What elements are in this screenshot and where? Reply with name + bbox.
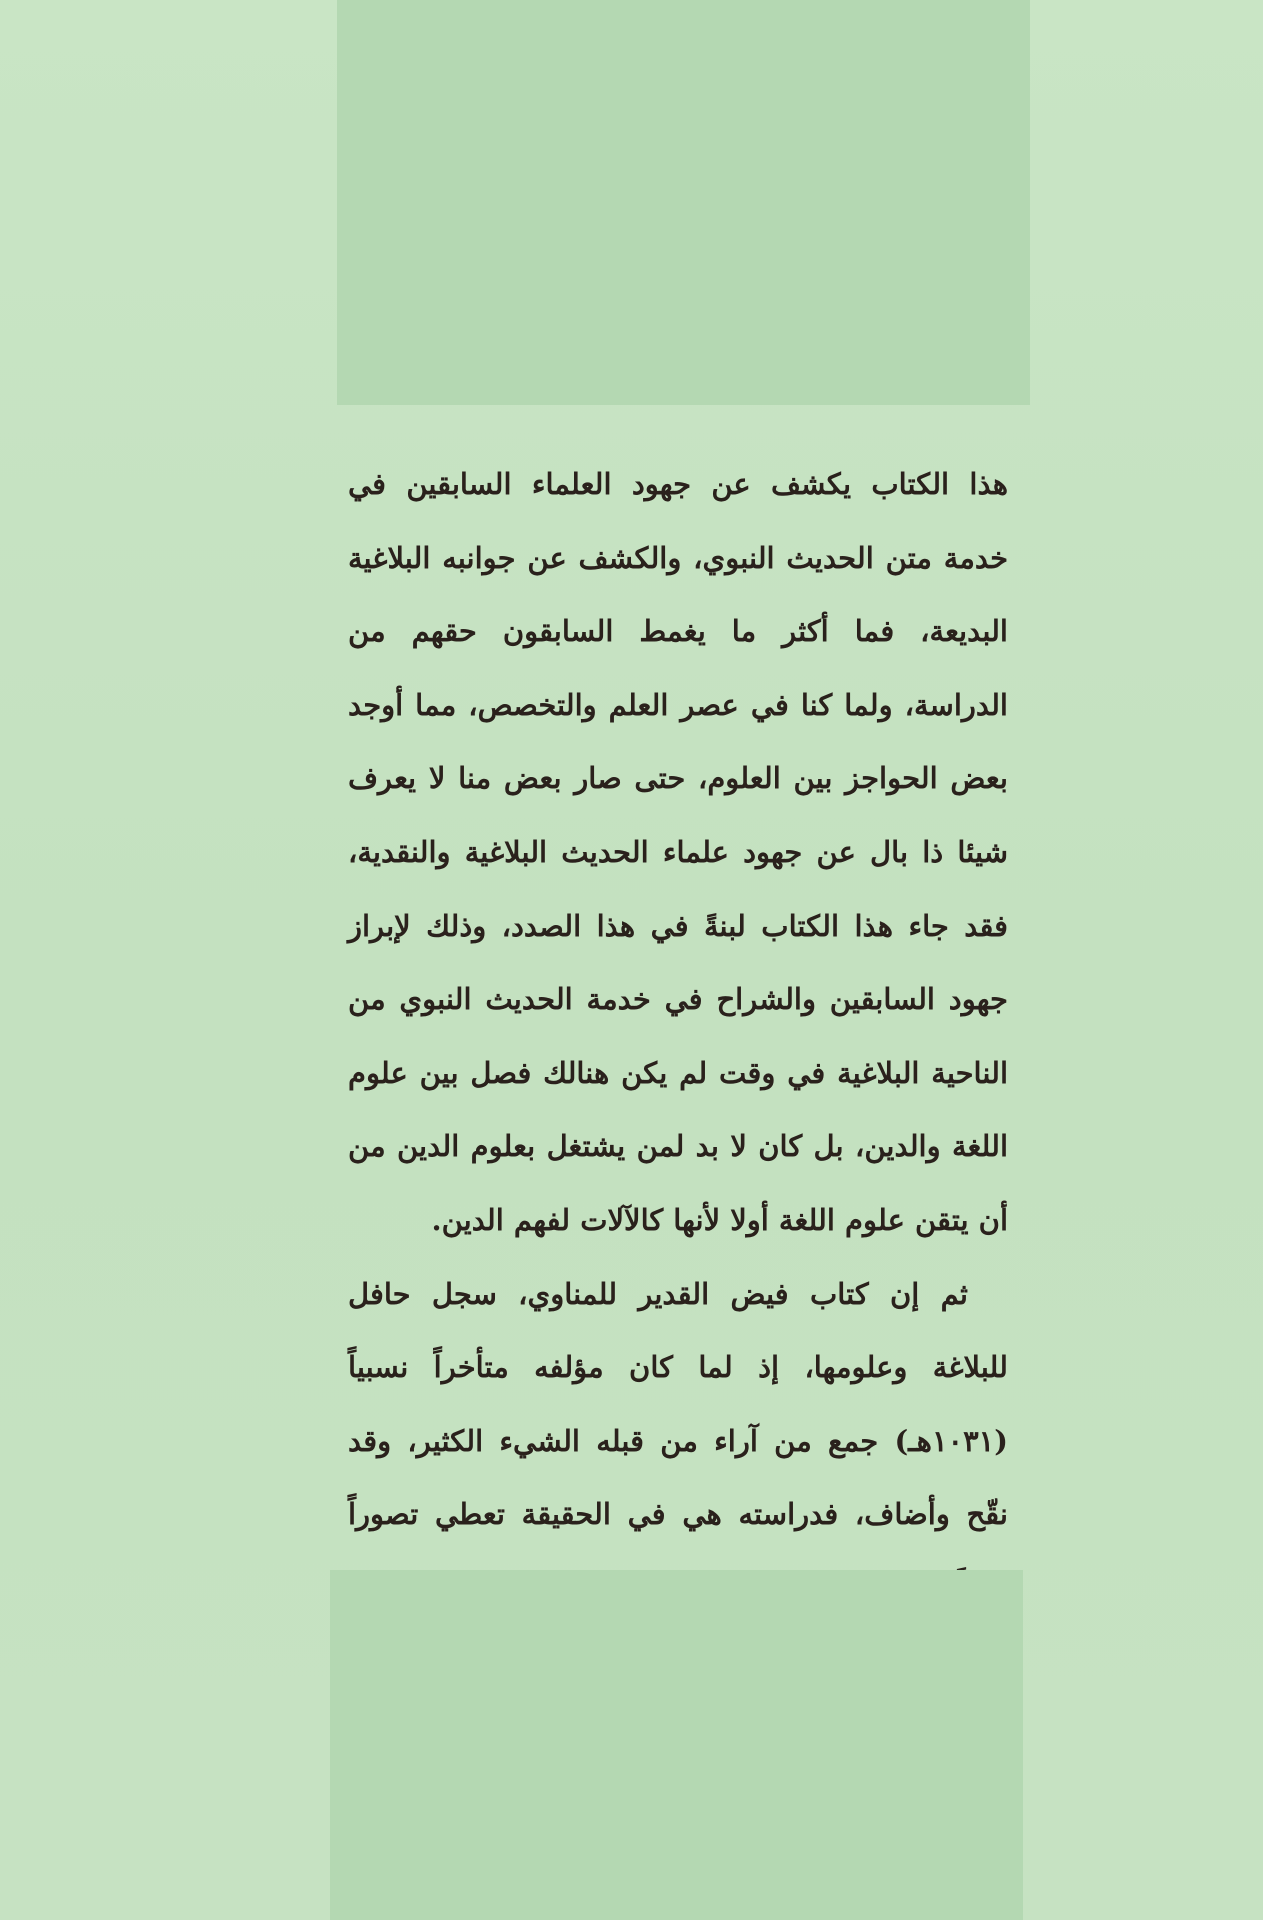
blurb-text [348, 448, 1008, 1699]
blurb-paragraph-2: ثم إن كتاب فيض القدير للمناوي، سجل حافل للبلاغة وعلومها، إذ لما كان مؤلفه متأخراً نسبياً (١٠٣١هـ) جمع من آراء من قبله الشيء الكثير، وقد نقّح وأضاف، فدراسته هي في الحقيقة تعطي تصوراً [348, 1276, 1008, 1532]
top-decorative-panel [337, 0, 1030, 405]
bottom-decorative-panel [330, 1570, 1023, 1920]
blurb-paragraph-1: هذا الكتاب يكشف عن جهود العلماء السابقين في خدمة متن الحديث النبوي، والكشف عن جوانبه البلاغية البديعة، فما أكثر ما يغمط السابقون حقهم من الدراسة، ولما كنا في عصر العلم والتخصص، مما أوجد بعض الحواجز بين العلوم، حتى صار بعض منا لا يعرف شيئا ذا بال عن جهود علماء الحديث البلاغية والنقدية، فقد جاء هذا الكتاب لبنةً في هذا الصدد، وذلك لإبراز جهود السابقين والشراح في خدمة الحديث النبوي من الناحية البلاغية في وقت لم يكن هنالك فصل بين علوم اللغة والدين، بل كان لا بد لمن يشتغل بعلوم الدين من أن يتقن علوم اللغة أولا لأنها كالآلات لفهم الدين. [348, 467, 1008, 1237]
